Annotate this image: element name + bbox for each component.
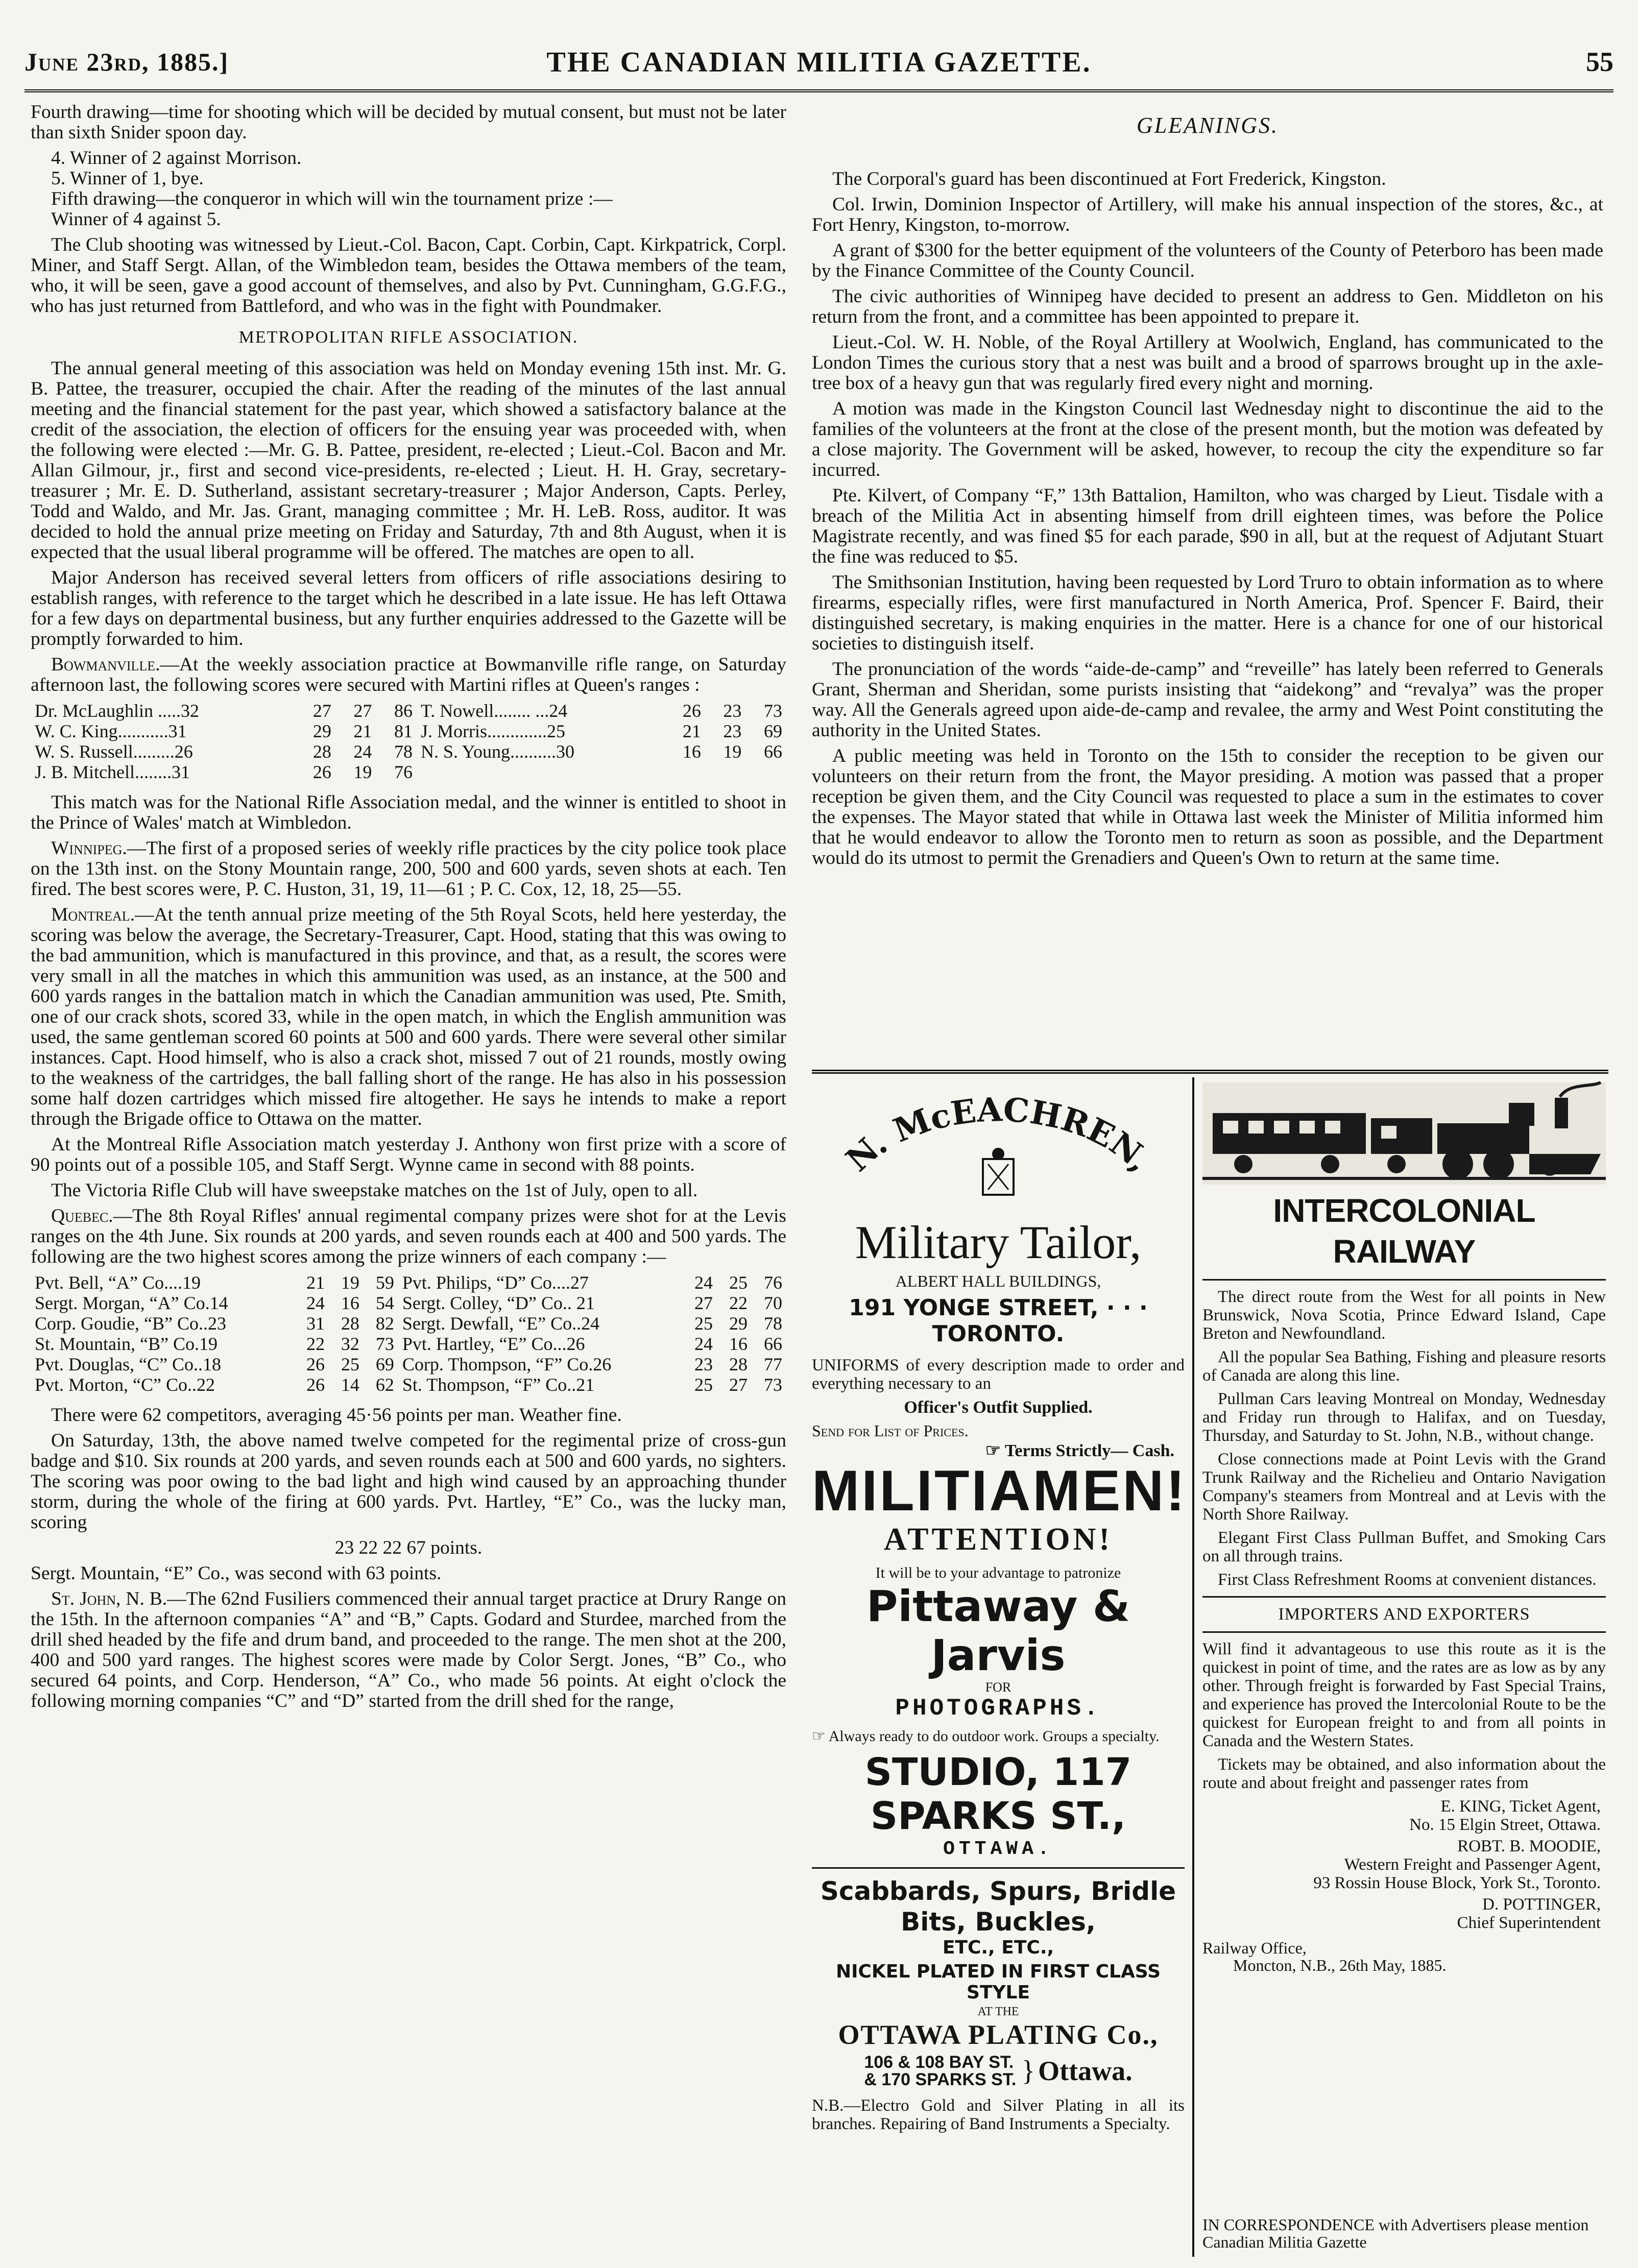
svg-text:N. McEACHREN, [839,1091,1159,1179]
score-row [31,701,786,721]
stjohn-paragraph [31,1589,786,1711]
score-cell: 27 [312,701,331,721]
score-row [31,762,786,782]
paragraph-text: —At the tenth annual prize meeting of the 5th Royal Scots, held here yesterday, the scoring was below the average, the Secretary-Treasurer, Capt. Hood, stating that this was owing to the bad ammunition, which is manufactured in this province, and that, as a result, the scores were very small in all the matches in which this ammunition was used, as an instance, at the 500 and 600 yards ranges in the battalion match in which the Canadian ammunition was used, Pte. Smith, one of our crack shots, scored 33, while in the open match, in which the English ammunition was used, the same gentleman scored 60 points at 500 and 600 yards. There were several other similar instances. Capt. Hood himself, who is also a crack shot, missed 7 out of 21 rounds, mostly owing to the weakness of the cartridges, the ball falling short of the range. He has also in his possession some half dozen cartridges which missed fire altogether. He says he intends to make a report through the Brigade office to Ottawa on the matter. [31,904,786,1129]
plating-company: OTTAWA PLATING Co., [838,2019,1159,2050]
tailor-terms [812,1440,1185,1461]
score-cell: 54 [375,1293,394,1313]
paragraph-text: —The 8th Royal Rifles' annual regimental company prizes were shot for at the Levis ranges on the 4th June. Six rounds at 200 yards, and seven rounds each at 400 and 500 yards. The following are the two highest scores among the prize winners of each company :— [31,1205,786,1267]
gleaning-item: Col. Irwin, Dominion Inspector of Artillery, will make his annual inspection of the stores, &c., at Fort Henry, Kingston, to-morrow. [812,194,1603,235]
score-cell: 22 [729,1293,748,1313]
score-name-cell: W. C. King...........31 [35,721,187,741]
bowmanville-paragraph [31,655,786,695]
railway-office [1202,1939,1606,1974]
tailor-address-2: 191 YONGE STREET, · · · TORONTO. [849,1295,1148,1347]
gleaning-item: The pronunciation of the words “aide-de-camp” and “reveille” has lately been referred to Generals Grant, Sherman and Sheridan, some purists insisting that “aidekong” and “revalya” was the proper way. All the Generals agreed upon aide-de-camp and revalee, the army and West Point constituting the authority in the United States. [812,659,1603,741]
contact-ticket-agent [1202,1797,1606,1834]
score-name-cell: Sergt. Colley, “D” Co.. 21 [402,1293,595,1313]
score-cell: 21 [682,721,701,741]
plating-address-b: & 170 SPARKS ST. [864,2070,1017,2089]
score-name-cell: Pvt. Philips, “D” Co....27 [402,1272,589,1293]
score-cell: 29 [729,1313,748,1334]
score-name-cell [417,762,664,782]
paragraph-text: —At the weekly association practice at Bowmanville rifle range, on Saturday afternoon last, the following scores were secured with Martini rifles at Queen's ranges : [31,654,786,695]
place-lead: Winnipeg. [51,838,127,859]
tailor-send-list: Send for List of Prices. [812,1421,969,1440]
article-paragraph: The annual general meeting of this association was held on Monday evening 15th inst. Mr. G. B. Pattee, the treasurer, occupied the chair. After the reading of the minutes of the last annual meeting and the financial statement for the past year, which showed a satisfactory balance at the credit of the association, the election of officers for the ensuing year was proceeded with, when the following were elected :—Mr. G. B. Pattee, president, re-elected ; Lieut.-Col. Bacon and Mr. Allan Gilmour, jr., first and second vice-presidents, re-elected ; Lieut. H. H. Gray, secretary-treasurer ; Mr. E. D. Sutherland, assistant secretary-treasurer ; Major Anderson, Capts. Perley, Todd and Waldo, and Mr. Jas. Grant, managing committee ; Mr. H. LeB. Ross, auditor. It was decided to hold the annual prize meeting on Friday and Saturday, 7th and 8th August, when it is expected that the usual liberal programme will be offered. The matches are open to all. [31,358,786,563]
tickets-paragraph: Tickets may be obtained, and also information about the route and about freight and passenger rates from [1202,1755,1606,1792]
pointing-hand-icon: ☞ [812,1728,829,1745]
gleaning-item: Pte. Kilvert, of Company “F,” 13th Battalion, Hamilton, who was charged by Lieut. Tisdale with a breach of the Militia Act in absenting himself from drill eighteen times, was before the Police Magistrate recently, and was fined $5 for each parade, $90 in all, but at the request of Adjutant Stuart the fine was reduced to $5. [812,485,1603,567]
score-cell: 24 [694,1334,713,1354]
ad-divider [1202,1631,1606,1633]
score-cell: 73 [375,1334,394,1354]
score-cell: 25 [694,1313,713,1334]
score-cell: 81 [394,721,413,741]
bowmanville-score-table [31,701,786,782]
railway-advertisement [1202,1082,1606,2257]
studio-city: OTTAWA. [943,1838,1053,1860]
score-cell: 59 [375,1272,394,1293]
score-cell: 21 [306,1272,325,1293]
pointing-hand-icon: ☞ [985,1441,1005,1460]
score-cell: 78 [764,1313,782,1334]
score-name-cell: Dr. McLaughlin .....32 [35,701,199,721]
score-cell: 70 [764,1293,782,1313]
correspondence-notice: IN CORRESPONDENCE with Advertisers please mention Canadian Militia Gazette [1202,2215,1589,2251]
montreal-paragraph [31,905,786,1129]
scabbards-text: Scabbards, Spurs, Bridle Bits, Buckles, [820,1876,1176,1937]
article-paragraph: There were 62 competitors, averaging 45·56 points per man. Weather fine. [51,1405,622,1426]
plating-address-a: 106 & 108 BAY ST. [864,2053,1014,2072]
outdoor-text: Always ready to do outdoor work. Groups a specialty. [828,1728,1160,1745]
tailor-address-1: ALBERT HALL BUILDINGS, [895,1272,1101,1290]
score-name-cell: St. Thompson, “F” Co..21 [402,1374,595,1395]
ad-divider [812,1867,1185,1869]
gleaning-item: The Corporal's guard has been discontinued at Fort Frederick, Kingston. [832,168,1386,189]
score-cell: 27 [694,1293,713,1313]
page-number: 55 [1586,46,1613,77]
tailor-advertisement [812,1082,1185,1460]
gleanings-heading: GLEANINGS. [1136,113,1279,138]
intro-line: Fourth drawing—time for shooting which will be decided by mutual consent, but must not be later than sixth Snider spoon day. [31,102,786,143]
score-name-cell: Corp. Goudie, “B” Co..23 [35,1313,226,1334]
score-name-cell: Sergt. Morgan, “A” Co.14 [35,1293,228,1313]
score-cell: 27 [729,1374,748,1395]
score-name-cell: N. S. Young..........30 [420,741,575,762]
score-cell: 66 [764,1334,782,1354]
score-cell: 23 [694,1354,713,1374]
importers-paragraph: Will find it advantageous to use this route as it is the quickest in point of time, and the rates are as low as by any other. Through freight is forwarded by Fast Special Trains, and experience has proved the Intercolonial Route to be the quickest for European freight to and from all points in Canada and the Western States. [1202,1640,1606,1750]
office-label: Railway Office, [1202,1939,1307,1957]
place-lead: St. John, N. B. [51,1588,167,1609]
score-cell: 66 [764,741,782,762]
masthead [25,36,1613,82]
firm-name: Pittaway & Jarvis [866,1581,1130,1680]
importers-heading: IMPORTERS AND EXPORTERS [1278,1605,1530,1624]
club-paragraph: The Club shooting was witnessed by Lieut.-Col. Bacon, Capt. Corbin, Capt. Kirkpatrick, Corpl. Miner, and Staff Sergt. Allan, of the Wimbledon team, besides the Ottawa members of the team, who, it will be seen, gave a good account of themselves, and also by Pvt. Cunningham, G.G.F.G., who has just returned from Battleford, and who was in the fight with Poundmaker. [31,234,786,317]
score-line: 23 22 22 67 points. [334,1537,483,1558]
intro-line: Winner of 4 against 5. [51,209,221,230]
contact-role: Western Freight and Passenger Agent, [1344,1855,1601,1874]
railway-paragraph: All the popular Sea Bathing, Fishing and pleasure resorts of Canada are along this line. [1202,1348,1606,1385]
score-cell: 82 [375,1313,394,1334]
studio-address: STUDIO, 117 SPARKS ST., [864,1750,1132,1838]
score-cell: 28 [341,1313,359,1334]
score-cell: 62 [375,1374,394,1395]
outdoor-work-text [812,1728,1185,1745]
paragraph-text: —The 62nd Fusiliers commenced their annual target practice at Drury Range on the 15th. In the afternoon companies “A” and “B,” Capts. Godard and Sturdee, marched from the drill shed headed by the fife and drum band, and proceeded to the range. The men shot at the 200, 400 and 500 yard ranges. The highest scores were made by Color Sergt. Jones, “B” Co., who secured 64 points, and Corp. Henderson, “A” Co., who made 56 points. At eight o'clock the following morning companies “C” and “D” started from the drill shed for the range, [31,1588,786,1711]
newspaper-title: THE CANADIAN MILITIA GAZETTE. [546,46,1092,78]
score-name-cell: J. Morris.............25 [420,721,565,741]
contact-address: 93 Rossin House Block, York St., Toronto. [1313,1874,1601,1892]
tailor-body: UNIFORMS of every description made to order and everything necessary to an [812,1356,1185,1393]
patronize-text: It will be to your advantage to patronize [875,1564,1121,1581]
score-cell: 86 [394,701,413,721]
score-cell: 25 [341,1354,359,1374]
ad-divider [1202,1279,1606,1281]
score-name-cell: J. B. Mitchell........31 [35,762,190,782]
issue-date: June 23rd, 1885.] [25,47,229,76]
score-cell: 69 [764,721,782,741]
quebec-score-table [31,1272,786,1395]
score-cell: 23 [723,721,742,741]
ads-top-rule [812,1070,1608,1074]
score-name-cell: T. Nowell........ ...24 [420,701,568,721]
paragraph-text: —The first of a proposed series of weekly rifle practices by the city police took place on the 13th inst. on the Stony Mountain range, 200, 500 and 600 yards, seven shots at each. Ten fired. The best scores were, P. C. Huston, 31, 19, 11—61 ; P. C. Cox, 12, 18, 25—55. [31,838,786,900]
ads-vertical-rule [1192,1077,1194,2257]
railway-paragraph: Close connections made at Point Levis with the Grand Trunk Railway and the Richelieu and Ontario Navigation Company's steamers from Montreal and at Levis with the North Shore Railway. [1202,1450,1606,1524]
contact-name: D. POTTINGER, [1482,1895,1601,1914]
article-paragraph: The Victoria Rifle Club will have sweepstake matches on the 1st of July, open to all. [51,1180,698,1201]
score-name-cell: Sergt. Dewfall, “E” Co..24 [402,1313,600,1334]
contact-name: E. KING, Ticket Agent, [1440,1797,1601,1816]
score-cell: 19 [723,741,742,762]
score-cell: 23 [723,701,742,721]
score-cell: 24 [306,1293,325,1313]
tailor-outfit: Officer's Outfit Supplied. [904,1398,1093,1417]
article-paragraph: At the Montreal Rifle Association match yesterday J. Anthony won first prize with a score of 90 points out of a possible 105, and Staff Sergt. Wynne came in second with 88 points. [31,1134,786,1175]
score-row [31,1313,786,1334]
score-row [31,721,786,741]
nickel-plated-text: NICKEL PLATED IN FIRST CLASS STYLE [835,1961,1161,2003]
article-paragraph: Major Anderson has received several letters from officers of rifle associations desiring to establish ranges, with reference to the target which he described in a late issue. He has left Ottawa for a few days on departmental business, but any further enquiries addressed to the Gazette will be promptly forwarded to him. [31,567,786,649]
score-cell: 19 [341,1272,359,1293]
score-name-cell: Pvt. Douglas, “C” Co..18 [35,1354,221,1374]
tailor-terms-text: Terms Strictly— Cash. [1004,1441,1174,1460]
score-cell: 25 [694,1374,713,1395]
score-row [31,741,786,762]
score-cell: 78 [394,741,413,762]
contact-freight-agent [1202,1837,1606,1892]
intro-line: 5. Winner of 1, bye. [51,168,204,189]
score-cell: 26 [682,701,701,721]
score-row [31,1293,786,1313]
contact-role: Chief Superintendent [1457,1914,1601,1932]
score-cell: 21 [353,721,372,741]
score-cell: 25 [729,1272,748,1293]
etc-text: ETC., ETC., [942,1937,1054,1958]
photographs-text: PHOTOGRAPHS. [895,1695,1101,1722]
left-column [31,102,786,2257]
score-cell: 32 [341,1334,359,1354]
score-cell [664,762,705,782]
score-row [31,1272,786,1293]
score-cell: 77 [764,1354,782,1374]
score-name-cell: Pvt. Hartley, “E” Co...26 [402,1334,585,1354]
masthead-rule [25,89,1613,92]
gleaning-item: The Smithsonian Institution, having been requested by Lord Truro to obtain information as to where firearms, especially rifles, were first manufactured in North America, Prof. Spencer F. Baird, their distinguished secretary, is making enquiries in the matter. Here is a chance for one of our historical societies to distinguish itself. [812,572,1603,654]
railway-title: INTERCOLONIAL RAILWAY [1273,1192,1535,1270]
plating-note: N.B.—Electro Gold and Silver Plating in all its branches. Repairing of Band Instruments a Specialty. [812,2096,1185,2133]
score-name-cell: St. Mountain, “B” Co.19 [35,1334,218,1354]
score-cell: 26 [312,762,331,782]
contact-name: ROBT. B. MOODIE, [1457,1837,1601,1855]
contact-address: No. 15 Elgin Street, Ottawa. [1409,1816,1601,1834]
article-paragraph: Sergt. Mountain, “E” Co., was second with 63 points. [31,1563,442,1584]
place-lead: Quebec. [51,1205,113,1226]
score-cell: 73 [764,1374,782,1395]
score-cell: 73 [764,701,782,721]
railway-paragraph: Pullman Cars leaving Montreal on Monday, Wednesday and Friday run through to Halifax, and on Tuesday, Thursday, and Saturday to St. John, N.B., without change. [1202,1390,1606,1445]
gleaning-item: A public meeting was held in Toronto on the 15th to consider the reception to be given our volunteers on their return from the front, the Mayor presiding. A motion was passed that a proper reception be given them, and the City Council was requested to place a sum in the estimates to cover the expenses. The Mayor stated that while in Ottawa last week the Minister of Militia informed him that he would endeavor to allow the Toronto men to return as soon as possible, and the Department would do its utmost to permit the Grenadiers and Queen's Own to return at the same time. [812,745,1603,868]
contact-superintendent [1202,1895,1606,1932]
score-cell [745,762,786,782]
quebec-paragraph [31,1206,786,1267]
railway-paragraph: First Class Refreshment Rooms at convenient distances. [1218,1571,1597,1589]
score-cell: 26 [306,1374,325,1395]
ad-divider [1202,1596,1606,1598]
gleaning-item: Lieut.-Col. W. H. Noble, of the Royal Artillery at Woolwich, England, has communicated to the London Times the curious story that a nest was built and a brood of sparrows brought up in the axle-tree box of a heavy gun that was regularly fired every night and morning. [812,332,1603,394]
score-cell: 16 [729,1334,748,1354]
intro-line: 4. Winner of 2 against Morrison. [51,148,302,168]
score-cell: 29 [312,721,331,741]
at-the-text: AT THE [977,2005,1019,2018]
score-row [31,1374,786,1395]
score-cell: 16 [682,741,701,762]
gleaning-item: A motion was made in the Kingston Council last Wednesday night to discontinue the aid to the families of the volunteers at the front at the close of the present month, but the motion was defeated by a close majority. The Government will be asked, however, to recoup the city the expenditure so far incurred. [812,398,1603,480]
place-lead: Montreal. [51,904,135,925]
score-cell: 24 [353,741,372,762]
tailor-title: Military Tailor, [855,1216,1142,1268]
winnipeg-paragraph [31,838,786,900]
score-name-cell: Corp. Thompson, “F” Co.26 [402,1354,612,1374]
office-date: Moncton, N.B., 26th May, 1885. [1233,1956,1447,1974]
article-paragraph: This match was for the National Rifle Association medal, and the winner is entitled to shoot in the Prince of Wales' match at Wimbledon. [31,792,786,833]
score-cell: 19 [353,762,372,782]
photographer-advertisement [812,1460,1185,2257]
score-cell: 27 [353,701,372,721]
railway-paragraph: The direct route from the West for all points in New Brunswick, Nova Scotia, Prince Edward Island, Cape Breton and Newfoundland. [1202,1288,1606,1343]
score-cell: 31 [306,1313,325,1334]
score-cell: 16 [341,1293,359,1313]
attention-headline: ATTENTION! [883,1522,1113,1557]
for-text: FOR [985,1680,1011,1695]
brace-icon: } [1021,2055,1035,2087]
gleaning-item: A grant of $300 for the better equipment of the volunteers of the County of Peterboro has been made by the Finance Committee of the County Council. [812,240,1603,281]
score-cell: 14 [341,1374,359,1395]
tailor-arched-name [812,1082,1185,1215]
score-name-cell: W. S. Russell.........26 [35,741,193,762]
intro-line: Fifth drawing—the conqueror in which will win the tournament prize :— [51,188,613,209]
score-cell: 22 [306,1334,325,1354]
score-cell: 76 [764,1272,782,1293]
militiamen-headline: MILITIAMEN! [812,1459,1187,1523]
score-cell [705,762,746,782]
score-row [31,1354,786,1374]
plating-address [812,2054,1185,2088]
article-paragraph: On Saturday, 13th, the above named twelve competed for the regimental prize of cross-gun badge and $10. Six rounds at 200 yards, and seven rounds each at 500 and 600 yards, no sighters. The scoring was poor owing to the bad light and high wind caused by an approaching thunder storm, during the whole of the firing at 600 yards. Pvt. Hartley, “E” Co., was the lucky man, scoring [31,1430,786,1533]
gleaning-item: The civic authorities of Winnipeg have decided to present an address to Gen. Middleton on his return from the front, and a committee has been appointed to prepare it. [812,286,1603,327]
gleanings-column [812,102,1603,1062]
tailor-name: N. McEACHREN, [838,1091,1159,1179]
locomotive-icon [1202,1082,1606,1185]
crest-icon [983,1148,1014,1195]
place-lead: Bowmanville. [51,654,160,675]
score-cell: 24 [694,1272,713,1293]
score-cell: 69 [375,1354,394,1374]
plating-city: Ottawa. [1038,2056,1133,2086]
score-cell: 76 [394,762,413,782]
section-heading: METROPOLITAN RIFLE ASSOCIATION. [238,328,579,347]
railway-paragraph: Elegant First Class Pullman Buffet, and Smoking Cars on all through trains. [1202,1529,1606,1565]
score-cell: 28 [312,741,331,762]
score-row [31,1334,786,1354]
score-cell: 28 [729,1354,748,1374]
score-name-cell: Pvt. Bell, “A” Co....19 [35,1272,201,1293]
score-name-cell: Pvt. Morton, “C” Co..22 [35,1374,215,1395]
score-cell: 26 [306,1354,325,1374]
